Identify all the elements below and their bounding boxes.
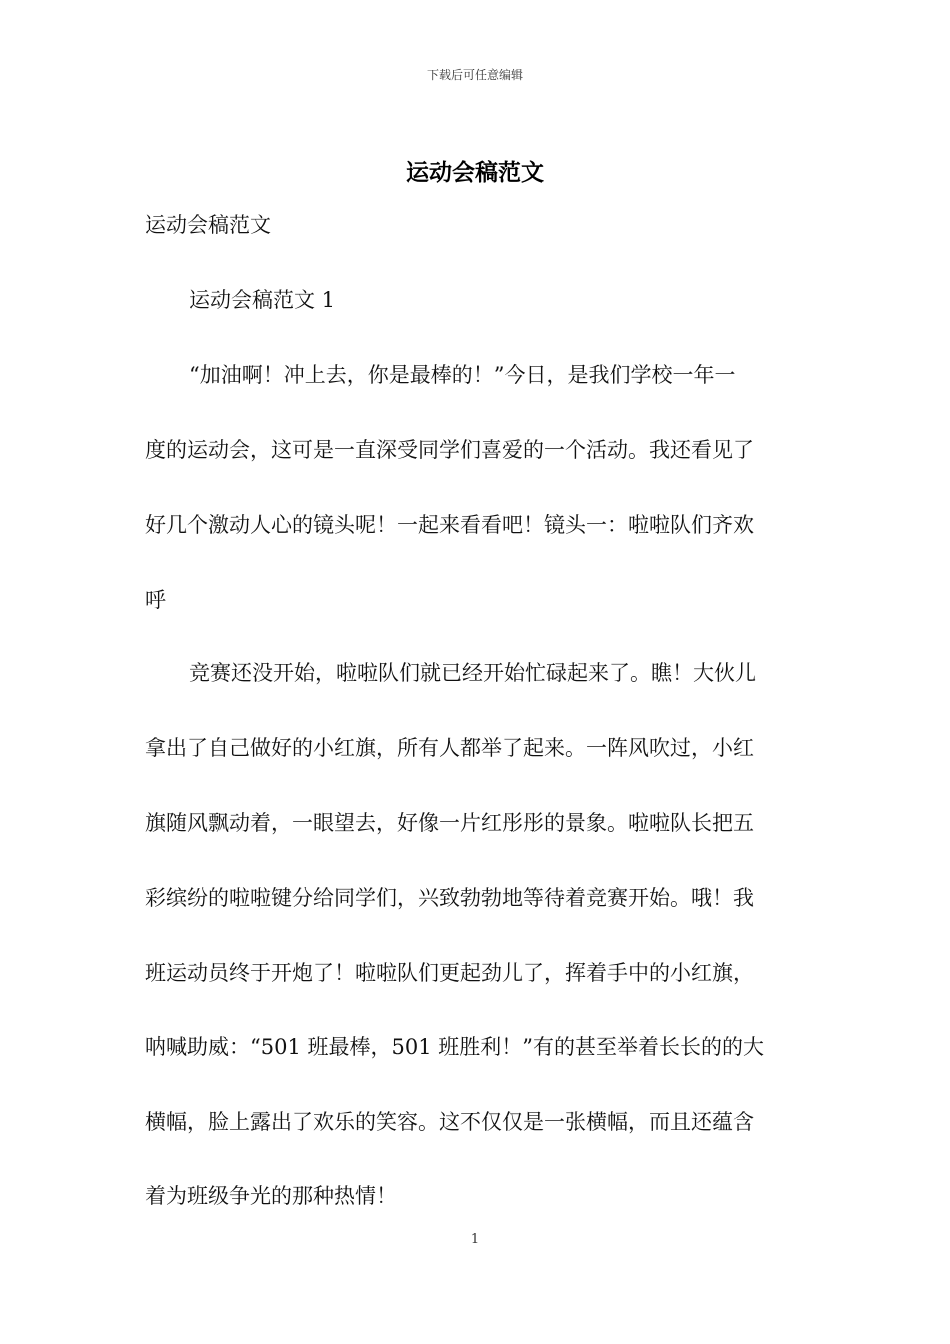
paragraph-2-line-4: 彩缤纷的啦啦键分给同学们，兴致勃勃地等待着竞赛开始。哦！我: [145, 886, 754, 910]
paragraph-2-line-7: 横幅，脸上露出了欢乐的笑容。这不仅仅是一张横幅，而且还蕴含: [145, 1110, 754, 1134]
paragraph-2-line-8: 着为班级争光的那种热情！: [145, 1184, 397, 1208]
paragraph-1-line-3: 好几个激动人心的镜头呢！一起来看看吧！镜头一：啦啦队们齐欢: [145, 513, 754, 537]
paragraph-2-line-6: 呐喊助威：“501 班最棒，501 班胜利！”有的甚至举着长长的的大: [145, 1035, 764, 1059]
paragraph-1-line-2: 度的运动会，这可是一直深受同学们喜爱的一个活动。我还看见了: [145, 438, 754, 462]
paragraph-1-line-4: 呼: [145, 588, 166, 612]
section-heading: 运动会稿范文 1: [189, 288, 336, 312]
document-title: 运动会稿范文: [406, 159, 544, 186]
paragraph-2-line-5: 班运动员终于开炮了！啦啦队们更起劲儿了，挥着手中的小红旗，: [145, 961, 754, 985]
paragraph-2-line-2: 拿出了自己做好的小红旗，所有人都举了起来。一阵风吹过，小红: [145, 736, 754, 760]
paragraph-2-line-3: 旗随风飘动着，一眼望去，好像一片红彤彤的景象。啦啦队长把五: [145, 811, 754, 835]
subtitle: 运动会稿范文: [145, 213, 271, 237]
paragraph-2-line-1: 竞赛还没开始，啦啦队们就已经开始忙碌起来了。瞧！大伙儿: [189, 661, 756, 685]
paragraph-1-line-1: “加油啊！冲上去，你是最棒的！”今日，是我们学校一年一: [189, 363, 736, 387]
page-number: 1: [470, 1232, 480, 1247]
page-header: 下载后可任意编辑: [426, 68, 523, 82]
